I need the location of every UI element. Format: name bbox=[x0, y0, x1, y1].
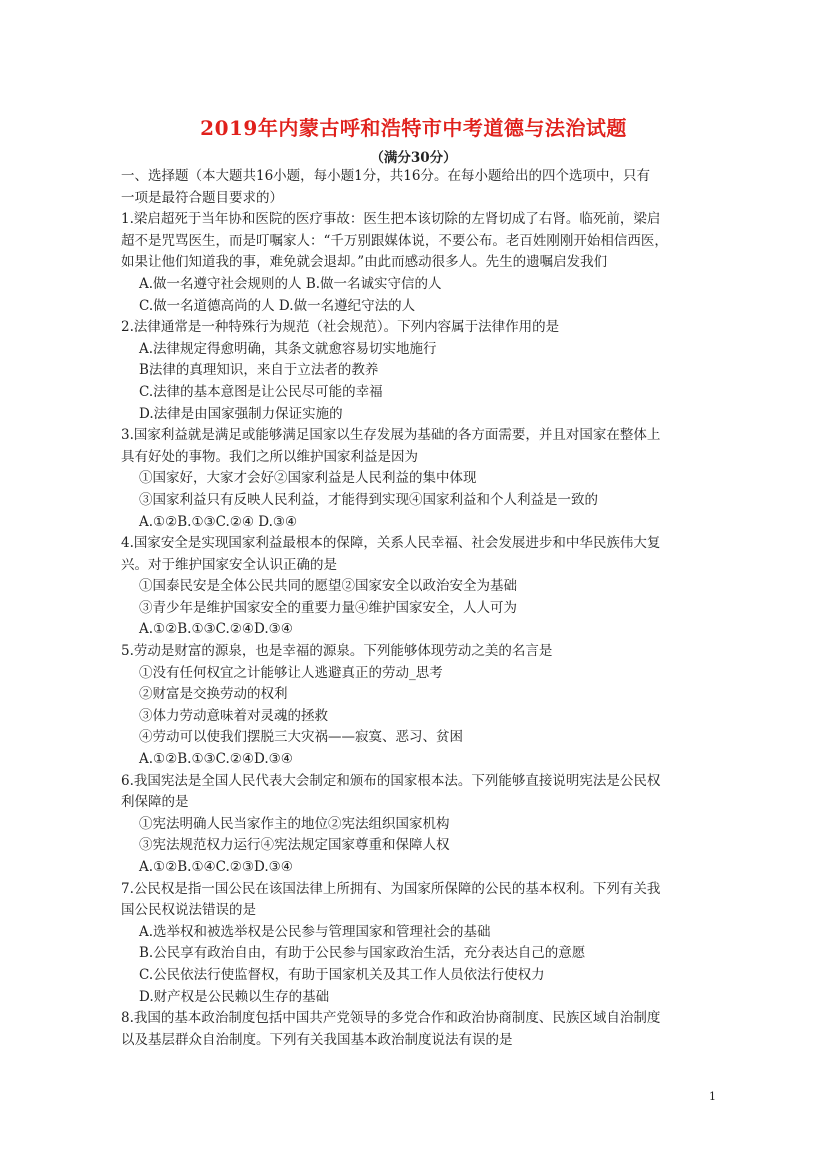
option-line: ①宪法明确人民当家作主的地位②宪法组织国家机构 bbox=[139, 815, 450, 832]
option-line: ③国家利益只有反映人民利益，才能得到实现④国家利益和个人利益是一致的 bbox=[139, 491, 598, 508]
score-subtitle: （满分30分） bbox=[370, 150, 457, 166]
question-line: 利保障的是 bbox=[121, 794, 189, 811]
option-line: ③青少年是维护国家安全的重要力量④维护国家安全，人人可为 bbox=[139, 599, 517, 616]
exam-body bbox=[121, 166, 711, 1051]
option-line: C.做一名道德高尚的人 D.做一名遵纪守法的人 bbox=[139, 297, 416, 314]
option-line: A.法律规定得愈明确，其条文就愈容易切实地施行 bbox=[139, 340, 437, 357]
question-line: 如果让他们知道我的事，难免就会退却。”由此而感动很多人。先生的遗嘱启发我们 bbox=[121, 254, 608, 271]
question-line: 兴。对于维护国家安全认识正确的是 bbox=[121, 556, 337, 573]
question-line: 3.国家利益就是满足或能够满足国家以生存发展为基础的各方面需要，并且对国家在整体上 bbox=[121, 427, 661, 444]
option-line: ③宪法规范权力运行④宪法规定国家尊重和保障人权 bbox=[139, 837, 450, 854]
option-line: B法律的真理知识，来自于立法者的教养 bbox=[139, 362, 379, 379]
option-line: A.做一名遵守社会规则的人 B.做一名诚实守信的人 bbox=[139, 275, 442, 292]
option-line: A.①②B.①③C.②④ D.③④ bbox=[139, 513, 298, 530]
option-line: D.财产权是公民赖以生存的基础 bbox=[139, 988, 330, 1005]
question-line: 超不是咒骂医生，而是叮嘱家人：“千万别跟媒体说，不要公布。老百姓刚刚开始相信西医， bbox=[121, 232, 668, 249]
question-line: 一项是最符合题目要求的） bbox=[121, 189, 283, 206]
option-line: ③体力劳动意味着对灵魂的拯救 bbox=[139, 707, 328, 724]
option-line: A.①②B.①④C.②③D.③④ bbox=[139, 859, 293, 875]
question-line: 6.我国宪法是全国人民代表大会制定和颁布的国家根本法。下列能够直接说明宪法是公民权 bbox=[121, 772, 661, 789]
option-line: C.公民依法行使监督权，有助于国家机关及其工作人员依法行使权力 bbox=[139, 966, 545, 983]
page-number: 1 bbox=[709, 1090, 716, 1103]
option-line: ②财富是交换劳动的权利 bbox=[139, 686, 288, 703]
question-line: 具有好处的事物。我们之所以维护国家利益是因为 bbox=[121, 448, 418, 465]
question-line: 4.国家安全是实现国家利益最根本的保障，关系人民幸福、社会发展进步和中华民族伟大复 bbox=[121, 535, 661, 552]
option-line: C.法律的基本意图是让公民尽可能的幸福 bbox=[139, 383, 383, 400]
option-line: A.①②B.①③C.②④D.③④ bbox=[139, 751, 293, 768]
page-title: 2019年内蒙古呼和浩特市中考道德与法治试题 bbox=[200, 116, 627, 140]
question-line: 1.梁启超死于当年协和医院的医疗事故：医生把本该切除的左肾切成了右肾。临死前，梁启 bbox=[121, 211, 661, 228]
option-line: ①没有任何权宜之计能够让人逃避真正的劳动_思考 bbox=[139, 664, 443, 681]
option-line: D.法律是由国家强制力保证实施的 bbox=[139, 405, 343, 422]
option-line: A.选举权和被选举权是公民参与管理国家和管理社会的基础 bbox=[139, 923, 491, 940]
option-line: ④劳动可以使我们摆脱三大灾祸——寂寞、恶习、贫困 bbox=[139, 729, 463, 746]
question-line: 5.劳动是财富的源泉，也是幸福的源泉。下列能够体现劳动之美的名言是 bbox=[121, 643, 553, 660]
question-line: 8.我国的基本政治制度包括中国共产党领导的多党合作和政治协商制度、民族区域自治制度 bbox=[121, 1010, 661, 1027]
question-line: 国公民权说法错误的是 bbox=[121, 902, 256, 919]
question-line: 以及基层群众自治制度。下列有关我国基本政治制度说法有误的是 bbox=[121, 1031, 513, 1048]
question-line: 7.公民权是指一国公民在该国法律上所拥有、为国家所保障的公民的基本权利。下列有关我 bbox=[121, 880, 661, 897]
option-line: A.①②B.①③C.②④D.③④ bbox=[139, 621, 293, 638]
option-line: B.公民享有政治自由，有助于公民参与国家政治生活，充分表达自己的意愿 bbox=[139, 945, 586, 962]
option-line: ①国家好，大家才会好②国家利益是人民利益的集中体现 bbox=[139, 470, 477, 487]
question-line: 一、选择题（本大题共16小题，每小题1分，共16分。在每小题给出的四个选项中，只有 bbox=[121, 168, 650, 184]
option-line: ①国泰民安是全体公民共同的愿望②国家安全以政治安全为基础 bbox=[139, 578, 517, 595]
question-line: 2.法律通常是一种特殊行为规范（社会规范）。下列内容属于法律作用的是 bbox=[121, 319, 560, 336]
